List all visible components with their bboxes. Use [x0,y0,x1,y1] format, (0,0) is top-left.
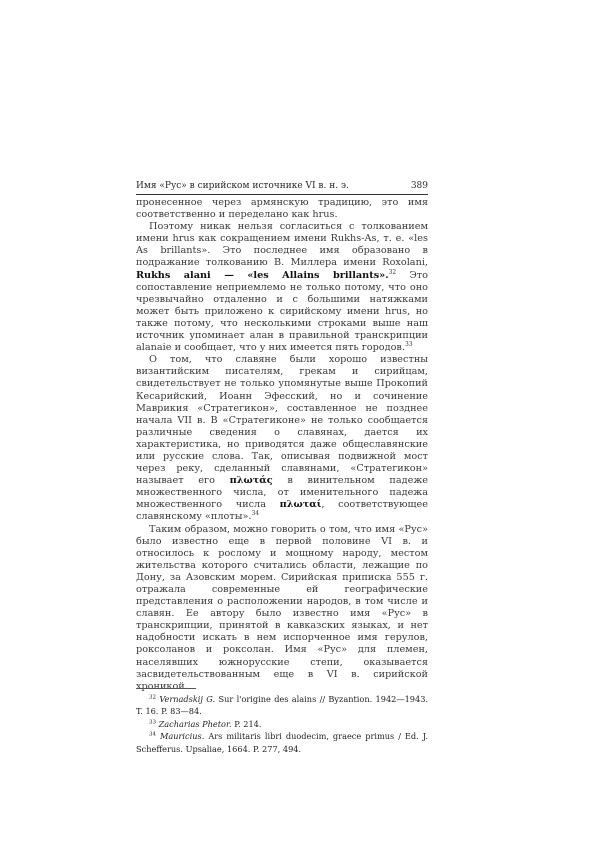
footnote-33 [136,718,428,730]
footnote-author: Zacharias Phetor. [158,718,232,729]
footnote-number: 32 [149,694,156,701]
paragraph-3-start: О том, что славяне были хорошо известны византийским писателям, грекам и сирийцам, свидетельствует не только упомянутые выше Прокопий Кесарийский, Иоанн Эфесский, но и сочинение Маврикия «Стратегикон», составленное не позднее начала VII в. В «Стратегиконе» не только сообщается различные сведения о славянах, дается их характеристика, но приводятся даже общеславянские или русские слова. Так, описывая подвижной мост через реку, сделанный славянами, «Стратегикон» называет его [136,354,428,487]
paragraph-4: Таким образом, можно говорить о том, что имя «Рус» было известно еще в первой половине VI в. и относилось к рослому и мощному народу, местом жительства которого считались области, лежащие по Дону, за Азовским морем. Сирийская приписка 555 г. отражала современные ей географические представления о расположении народов, в том числе и славян. Ее автору было известно имя «Рус» в транскрипции, принятой в кавказских языках, и нет надобности искать в нем испорченное имя герулов, роксоланов и роксолан. Имя «Рус» для племен, населявших южнорусские степи, оказывается засвидетельствованным еще в VI в. сирийской хроникой. [136,523,428,692]
greek-word-1: πλωτάς [229,475,273,487]
page-number: 389 [410,181,428,191]
running-header [136,181,428,192]
footnote-number: 33 [149,719,156,726]
paragraph-3-end: , соответствующее славянскому «плоты». [136,499,428,523]
footnote-ref-34: 34 [251,510,260,518]
header-rule [136,194,428,195]
footnote-rule [136,688,196,689]
paragraph-2-end: Это сопоставление неприемлемо не только потому, что оно чрезвычайно отдаленно и с большими натяжками может быть приложено к сирийскому имени hrus, но также потому, что несколькими строками выше наш источник упоминает алан в правильной транскрипции alanaie и сообщает, что у них имеется пять городов. [136,269,428,354]
footnote-34 [136,730,428,755]
paragraph-3 [136,354,428,523]
paragraph-2-start: Поэтому никак нельзя согласиться с толкованием имени hrus как сокращением имени Rukhs-As, т. е. «les As brillants». Это последнее имя образовано в подражание толкованию В. Миллера имени Roxolani, [136,221,428,269]
paragraph-3-mid: в винительном падеже множественного числа, от именительного падежа множественного числа [136,475,428,511]
footnote-author: Vernadskij G. [159,694,216,704]
footnote-author: Mauricius. [159,731,205,742]
running-title: Имя «Рус» в сирийском источнике VI в. н. э. [136,181,349,191]
paragraph-2 [136,221,428,354]
bold-phrase: Rukhs alani — «les Allains brillants». [136,269,389,281]
greek-word-2: πλωταί [279,499,322,511]
footnote-text: P. 214. [231,718,262,729]
footnote-text: Ars militaris libri duodecim, graece primus / Ed. J. Schefferus. Upsaliae, 1664. P. 277, 494. [136,731,428,754]
footnote-ref-33: 33 [404,340,413,348]
footnote-ref-32: 32 [388,268,397,276]
body-text [136,197,428,693]
footnote-32 [136,693,428,718]
footnotes [136,693,428,755]
footnote-text: Sur l'origine des alains // Byzantion. 1942—1943. T. 16. P. 83—84. [136,694,429,717]
footnote-number: 34 [149,731,156,738]
paragraph-1: пронесенное через армянскую традицию, это имя соответственно и переделано как hrus. [136,197,428,221]
